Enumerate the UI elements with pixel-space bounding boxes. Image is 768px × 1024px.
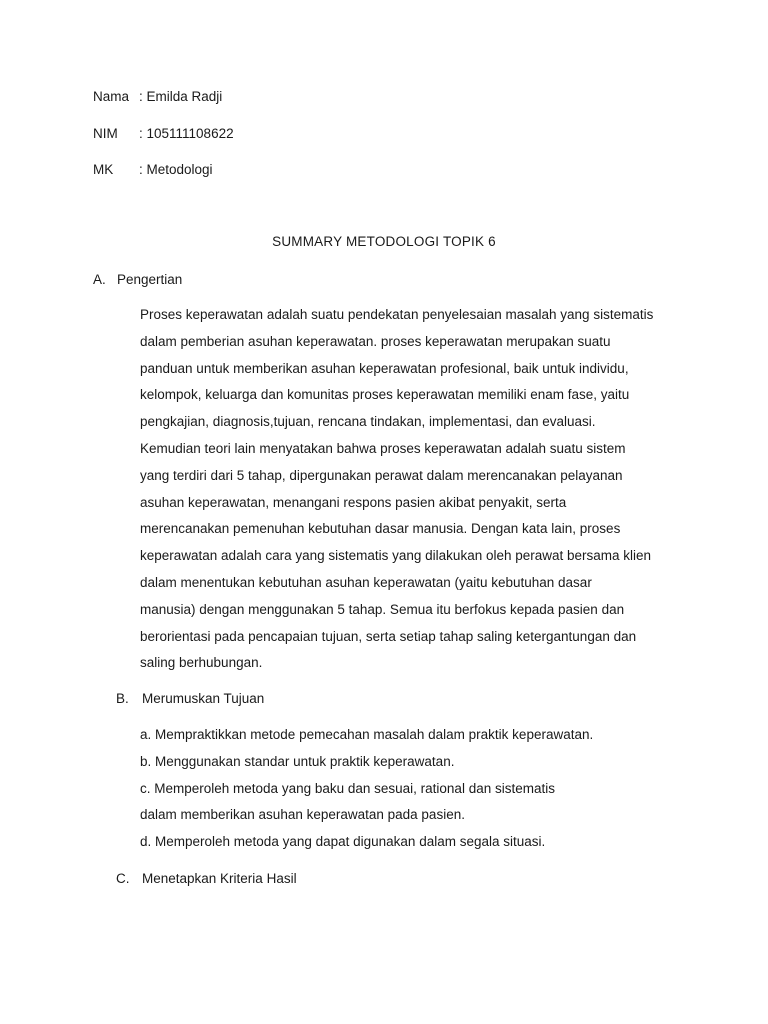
section-a-paragraph [140,302,680,677]
paragraph-line: kelompok, keluarga dan komunitas proses keperawatan memiliki enam fase, yaitu [140,387,630,403]
name-value: : Emilda Radji [139,89,223,104]
list-item: d. Memperoleh metoda yang dapat digunakan dalam segala situasi. [140,834,546,850]
paragraph-line: panduan untuk memberikan asuhan keperawatan profesional, baik untuk individu, [140,360,629,376]
section-b-marker: B. [116,691,129,706]
nim-value: : 105111108622 [139,126,234,141]
section-a-heading [93,271,182,289]
list-item: dalam memberikan asuhan keperawatan pada pasien. [140,807,465,823]
section-a-label: Pengertian [117,272,183,287]
nim-label: NIM [93,126,118,141]
meta-nim-row [93,125,234,143]
paragraph-line: dalam menentukan kebutuhan asuhan keperawatan (yaitu kebutuhan dasar [140,574,592,590]
name-label: Nama [93,89,130,104]
list-item: b. Menggunakan standar untuk praktik keperawatan. [140,753,455,769]
paragraph-line: pengkajian, diagnosis,tujuan, rencana tindakan, implementasi, dan evaluasi. [140,414,596,430]
paragraph-line: merencanakan pemenuhan kebutuhan dasar manusia. Dengan kata lain, proses [140,521,621,537]
list-item: c. Memperoleh metoda yang baku dan sesuai, rational dan sistematis [140,780,555,796]
document-title: SUMMARY METODOLOGI TOPIK 6 [272,234,496,249]
section-b-heading [116,690,264,708]
section-b-list [140,722,700,856]
paragraph-line: Proses keperawatan adalah suatu pendekatan penyelesaian masalah yang sistematis [140,307,654,322]
paragraph-line: Kemudian teori lain menyatakan bahwa proses keperawatan adalah suatu sistem [140,440,626,456]
section-b-label: Merumuskan Tujuan [142,691,265,706]
paragraph-line: manusia) dengan menggunakan 5 tahap. Semua itu berfokus kepada pasien dan [140,601,625,617]
section-a-marker: A. [93,272,106,287]
list-item: a. Mempraktikkan metode pemecahan masalah dalam praktik keperawatan. [140,727,594,742]
paragraph-line: keperawatan adalah cara yang sistematis yang dilakukan oleh perawat bersama klien [140,548,652,564]
meta-mk-row [93,161,213,179]
paragraph-line: berorientasi pada pencapaian tujuan, serta setiap tahap saling ketergantungan dan [140,628,637,644]
section-c-label: Menetapkan Kriteria Hasil [142,871,297,886]
mk-value: : Metodologi [139,162,213,177]
section-c-marker: C. [116,871,130,886]
paragraph-line: dalam pemberian asuhan keperawatan. proses keperawatan merupakan suatu [140,333,611,349]
paragraph-line: saling berhubungan. [140,655,263,671]
paragraph-line: yang terdiri dari 5 tahap, dipergunakan perawat dalam merencanakan pelayanan [140,467,623,483]
paragraph-line: asuhan keperawatan, menangani respons pasien akibat penyakit, serta [140,494,567,510]
mk-label: MK [93,162,114,177]
section-c-heading [116,870,297,888]
meta-name-row [93,88,222,106]
